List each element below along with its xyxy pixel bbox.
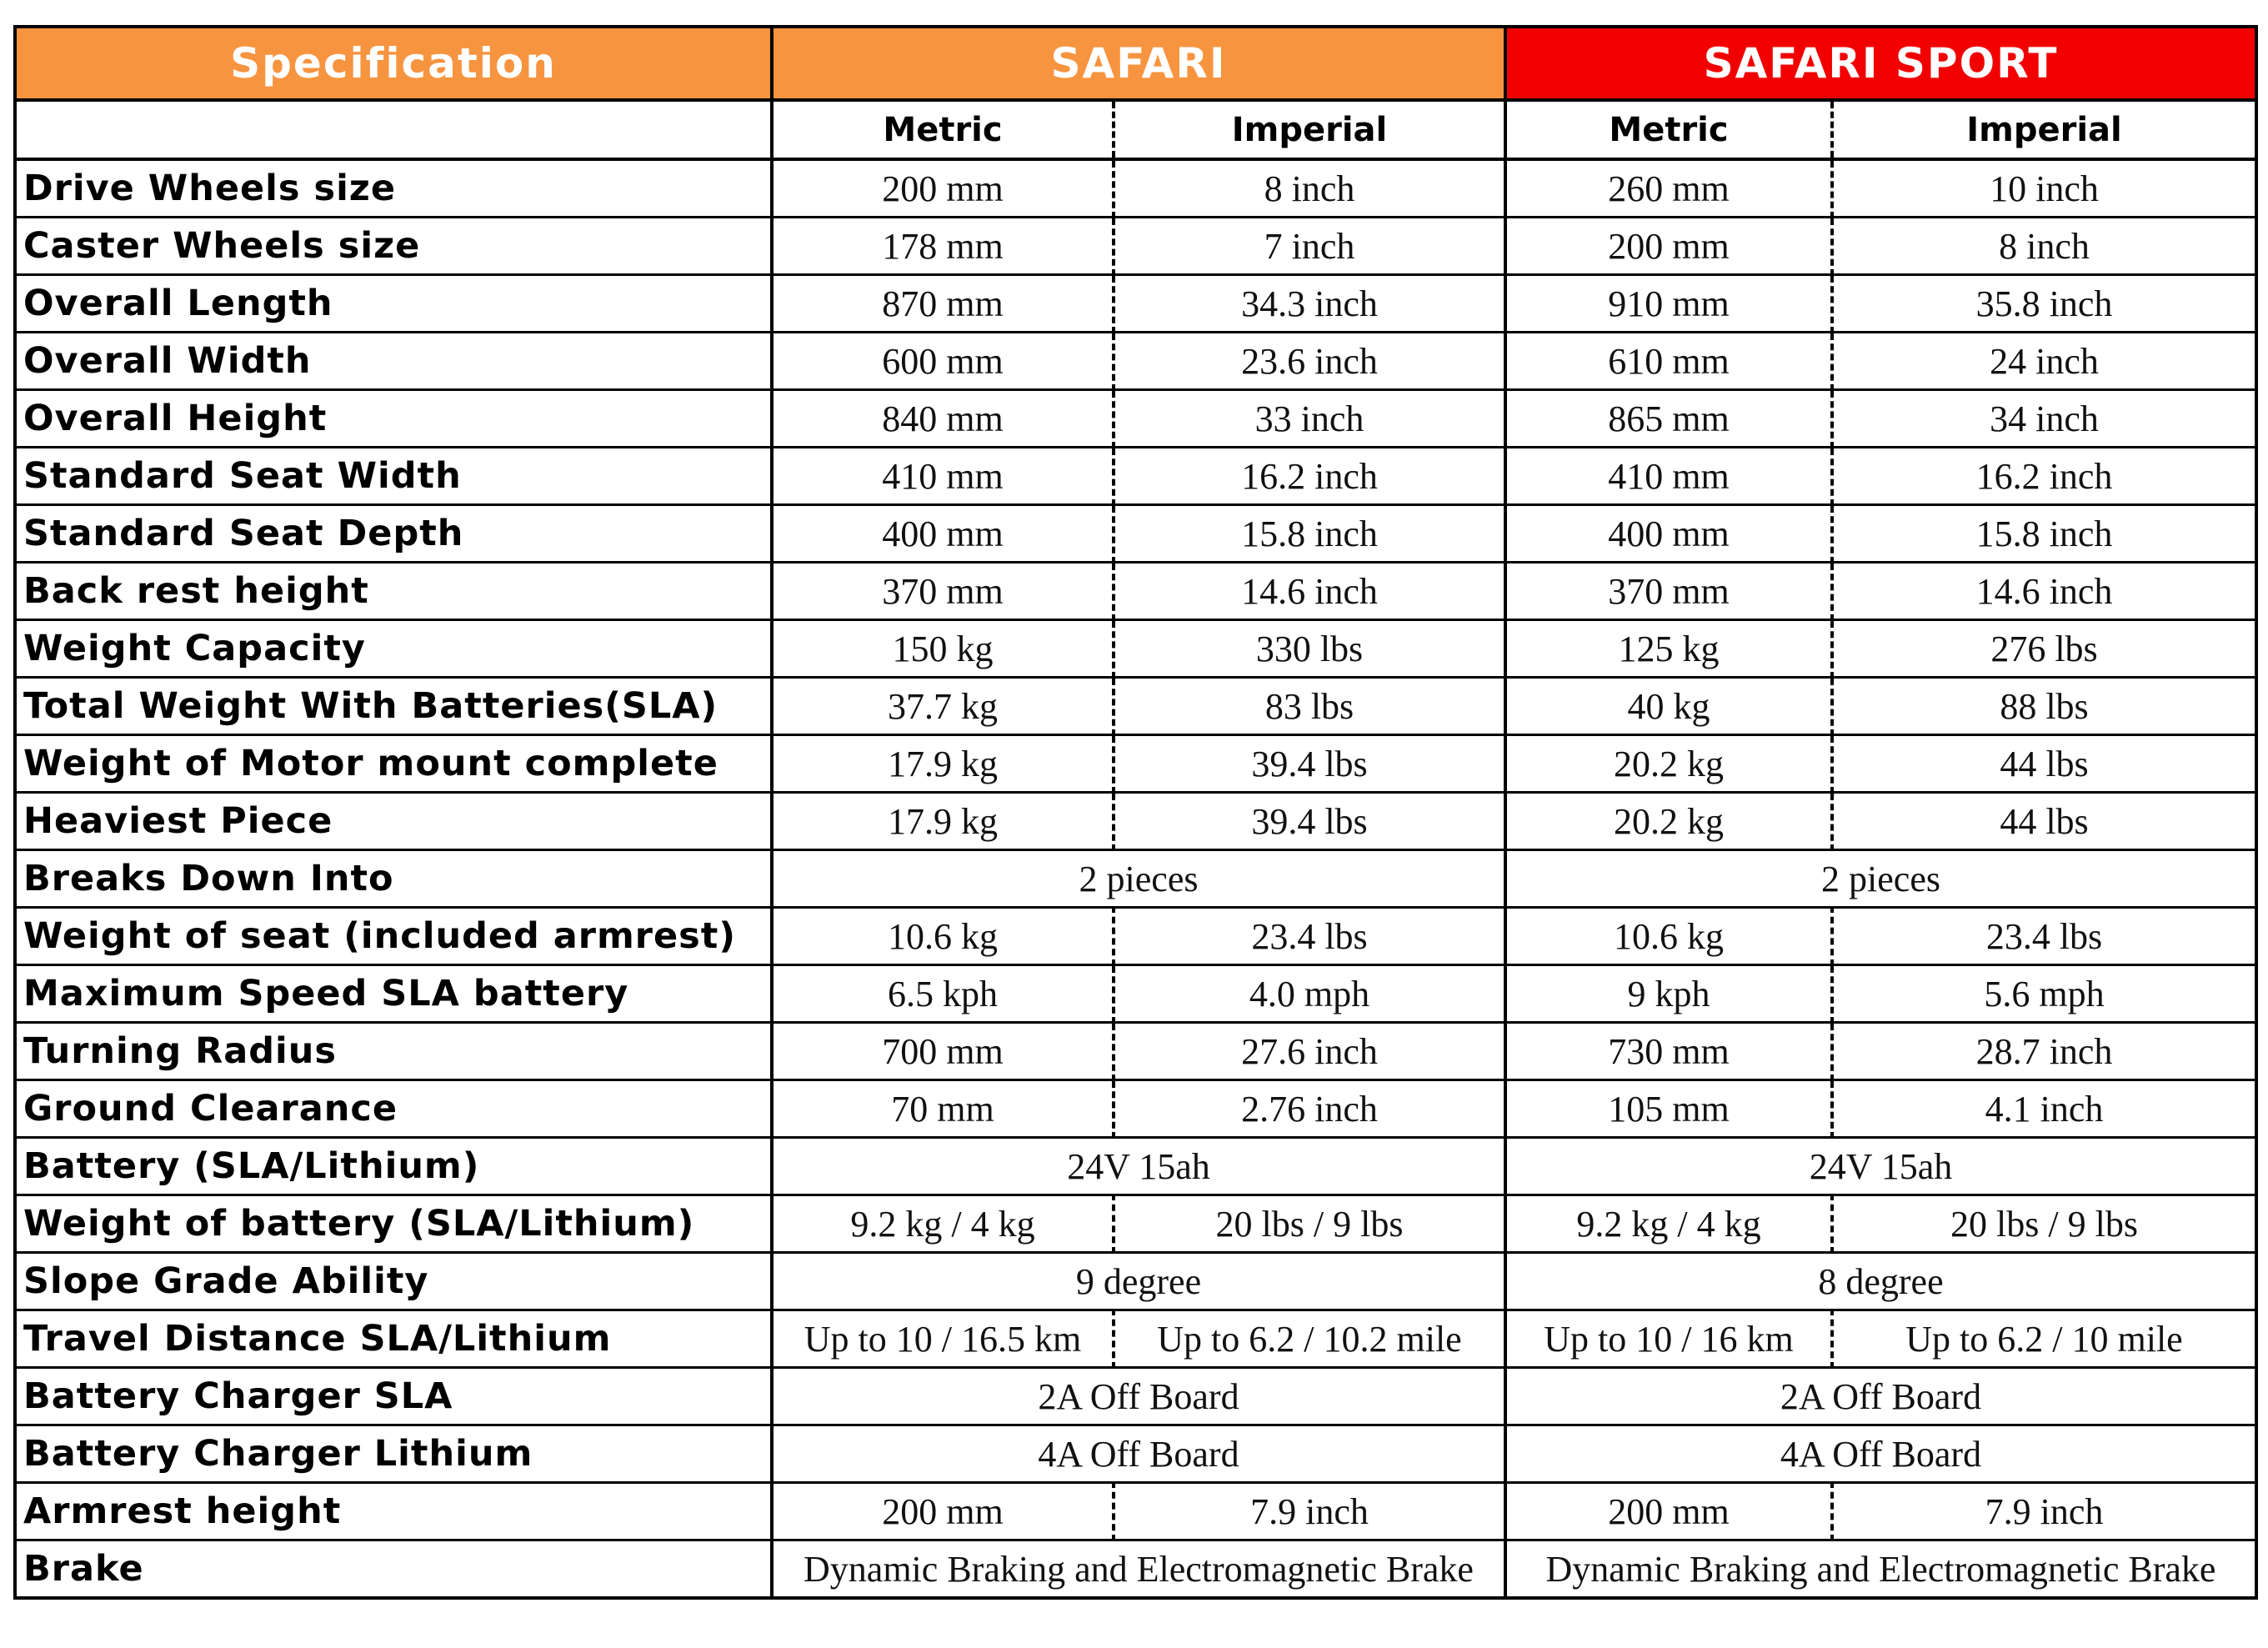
safari-sport-imperial-value: 16.2 inch — [1832, 448, 2256, 505]
spec-row — [15, 1368, 2256, 1425]
safari-sport-metric-value: 400 mm — [1505, 505, 1832, 563]
safari-metric-value: 370 mm — [772, 563, 1114, 620]
safari-sport-metric-value: 730 mm — [1505, 1023, 1832, 1080]
spec-label: Overall Width — [15, 333, 772, 390]
safari-imperial-value: 34.3 inch — [1114, 275, 1505, 333]
spec-label: Battery Charger Lithium — [15, 1425, 772, 1483]
safari-imperial-value: 20 lbs / 9 lbs — [1114, 1195, 1505, 1253]
spec-label: Drive Wheels size — [15, 159, 772, 218]
safari-sport-imperial-value: 15.8 inch — [1832, 505, 2256, 563]
spec-row — [15, 390, 2256, 448]
spec-row — [15, 908, 2256, 965]
safari-metric-value: 17.9 kg — [772, 735, 1114, 793]
safari-sport-metric-value: 20.2 kg — [1505, 735, 1832, 793]
safari-sport-value: 2A Off Board — [1505, 1368, 2256, 1425]
safari-sport-metric-value: 125 kg — [1505, 620, 1832, 678]
safari-metric-value: 400 mm — [772, 505, 1114, 563]
spec-row — [15, 448, 2256, 505]
safari-imperial-value: 330 lbs — [1114, 620, 1505, 678]
safari-metric-value: 840 mm — [772, 390, 1114, 448]
safari-sport-metric-value: 200 mm — [1505, 1483, 1832, 1540]
safari-sport-value: 8 degree — [1505, 1253, 2256, 1310]
subheader-sport-metric: Metric — [1505, 100, 1832, 159]
safari-imperial-value: 7.9 inch — [1114, 1483, 1505, 1540]
spec-row — [15, 850, 2256, 908]
spec-label: Caster Wheels size — [15, 218, 772, 275]
safari-metric-value: 9.2 kg / 4 kg — [772, 1195, 1114, 1253]
spec-row — [15, 563, 2256, 620]
safari-metric-value: 700 mm — [772, 1023, 1114, 1080]
safari-sport-imperial-value: 28.7 inch — [1832, 1023, 2256, 1080]
safari-metric-value: 178 mm — [772, 218, 1114, 275]
safari-sport-imperial-value: 23.4 lbs — [1832, 908, 2256, 965]
spec-row — [15, 793, 2256, 850]
safari-metric-value: 10.6 kg — [772, 908, 1114, 965]
safari-sport-imperial-value: 88 lbs — [1832, 678, 2256, 735]
spec-label: Battery Charger SLA — [15, 1368, 772, 1425]
safari-sport-imperial-value: 8 inch — [1832, 218, 2256, 275]
spec-label: Weight of Motor mount complete — [15, 735, 772, 793]
safari-imperial-value: 39.4 lbs — [1114, 793, 1505, 850]
safari-sport-metric-value: 20.2 kg — [1505, 793, 1832, 850]
safari-imperial-value: 8 inch — [1114, 159, 1505, 218]
safari-imperial-value: 4.0 mph — [1114, 965, 1505, 1023]
safari-sport-imperial-value: 34 inch — [1832, 390, 2256, 448]
safari-sport-value: 4A Off Board — [1505, 1425, 2256, 1483]
safari-sport-metric-value: 610 mm — [1505, 333, 1832, 390]
safari-sport-metric-value: 370 mm — [1505, 563, 1832, 620]
spec-label: Brake — [15, 1540, 772, 1599]
spec-label: Slope Grade Ability — [15, 1253, 772, 1310]
spec-row — [15, 1425, 2256, 1483]
safari-sport-metric-value: 9.2 kg / 4 kg — [1505, 1195, 1832, 1253]
spec-label: Standard Seat Depth — [15, 505, 772, 563]
safari-metric-value: 37.7 kg — [772, 678, 1114, 735]
spec-row — [15, 678, 2256, 735]
spec-label: Turning Radius — [15, 1023, 772, 1080]
safari-sport-imperial-value: 44 lbs — [1832, 793, 2256, 850]
safari-imperial-value: 2.76 inch — [1114, 1080, 1505, 1138]
safari-imperial-value: 23.4 lbs — [1114, 908, 1505, 965]
spec-row — [15, 1023, 2256, 1080]
safari-sport-imperial-value: 7.9 inch — [1832, 1483, 2256, 1540]
spec-row — [15, 275, 2256, 333]
safari-value: 2 pieces — [772, 850, 1505, 908]
spec-label: Armrest height — [15, 1483, 772, 1540]
spec-label: Maximum Speed SLA battery — [15, 965, 772, 1023]
header-safari-sport: SAFARI SPORT — [1505, 27, 2256, 100]
safari-value: 2A Off Board — [772, 1368, 1505, 1425]
safari-sport-metric-value: 9 kph — [1505, 965, 1832, 1023]
header-safari: SAFARI — [772, 27, 1505, 100]
safari-sport-imperial-value: 5.6 mph — [1832, 965, 2256, 1023]
safari-sport-metric-value: 105 mm — [1505, 1080, 1832, 1138]
safari-sport-metric-value: 410 mm — [1505, 448, 1832, 505]
safari-imperial-value: 33 inch — [1114, 390, 1505, 448]
safari-sport-imperial-value: Up to 6.2 / 10 mile — [1832, 1310, 2256, 1368]
spec-row — [15, 218, 2256, 275]
safari-sport-metric-value: Up to 10 / 16 km — [1505, 1310, 1832, 1368]
safari-sport-metric-value: 40 kg — [1505, 678, 1832, 735]
safari-imperial-value: 23.6 inch — [1114, 333, 1505, 390]
spec-row — [15, 1310, 2256, 1368]
spec-row — [15, 333, 2256, 390]
spec-label: Ground Clearance — [15, 1080, 772, 1138]
safari-sport-metric-value: 200 mm — [1505, 218, 1832, 275]
safari-metric-value: 410 mm — [772, 448, 1114, 505]
safari-sport-imperial-value: 20 lbs / 9 lbs — [1832, 1195, 2256, 1253]
subheader-blank — [15, 100, 772, 159]
safari-sport-metric-value: 260 mm — [1505, 159, 1832, 218]
safari-imperial-value: 83 lbs — [1114, 678, 1505, 735]
safari-metric-value: 6.5 kph — [772, 965, 1114, 1023]
safari-sport-value: 24V 15ah — [1505, 1138, 2256, 1195]
safari-sport-imperial-value: 10 inch — [1832, 159, 2256, 218]
safari-imperial-value: 15.8 inch — [1114, 505, 1505, 563]
spec-label: Total Weight With Batteries(SLA) — [15, 678, 772, 735]
safari-sport-metric-value: 10.6 kg — [1505, 908, 1832, 965]
spec-label: Battery (SLA/Lithium) — [15, 1138, 772, 1195]
safari-sport-value: 2 pieces — [1505, 850, 2256, 908]
safari-metric-value: 200 mm — [772, 159, 1114, 218]
safari-value: 4A Off Board — [772, 1425, 1505, 1483]
spec-row — [15, 620, 2256, 678]
safari-metric-value: 17.9 kg — [772, 793, 1114, 850]
spec-label: Heaviest Piece — [15, 793, 772, 850]
safari-imperial-value: 7 inch — [1114, 218, 1505, 275]
safari-imperial-value: Up to 6.2 / 10.2 mile — [1114, 1310, 1505, 1368]
spec-row — [15, 1540, 2256, 1599]
spec-label: Breaks Down Into — [15, 850, 772, 908]
header-row — [15, 27, 2256, 100]
safari-sport-metric-value: 910 mm — [1505, 275, 1832, 333]
spec-label: Standard Seat Width — [15, 448, 772, 505]
safari-imperial-value: 16.2 inch — [1114, 448, 1505, 505]
safari-sport-imperial-value: 4.1 inch — [1832, 1080, 2256, 1138]
safari-metric-value: 70 mm — [772, 1080, 1114, 1138]
header-specification: Specification — [15, 27, 772, 100]
safari-value: 9 degree — [772, 1253, 1505, 1310]
spec-row — [15, 1195, 2256, 1253]
unit-subheader-row — [15, 100, 2256, 159]
spec-row — [15, 1080, 2256, 1138]
specification-table — [13, 25, 2258, 1600]
safari-metric-value: 600 mm — [772, 333, 1114, 390]
spec-row — [15, 1138, 2256, 1195]
safari-imperial-value: 39.4 lbs — [1114, 735, 1505, 793]
safari-sport-imperial-value: 24 inch — [1832, 333, 2256, 390]
safari-imperial-value: 14.6 inch — [1114, 563, 1505, 620]
subheader-safari-imperial: Imperial — [1114, 100, 1505, 159]
spec-row — [15, 735, 2256, 793]
safari-sport-value: Dynamic Braking and Electromagnetic Brake — [1505, 1540, 2256, 1599]
spec-label: Travel Distance SLA/Lithium — [15, 1310, 772, 1368]
spec-label: Weight Capacity — [15, 620, 772, 678]
spec-row — [15, 505, 2256, 563]
spec-label: Overall Length — [15, 275, 772, 333]
safari-metric-value: 200 mm — [772, 1483, 1114, 1540]
safari-sport-imperial-value: 276 lbs — [1832, 620, 2256, 678]
safari-value: 24V 15ah — [772, 1138, 1505, 1195]
safari-sport-imperial-value: 44 lbs — [1832, 735, 2256, 793]
spec-row — [15, 159, 2256, 218]
safari-metric-value: Up to 10 / 16.5 km — [772, 1310, 1114, 1368]
safari-sport-metric-value: 865 mm — [1505, 390, 1832, 448]
safari-metric-value: 870 mm — [772, 275, 1114, 333]
spec-label: Back rest height — [15, 563, 772, 620]
spec-label: Weight of battery (SLA/Lithium) — [15, 1195, 772, 1253]
safari-value: Dynamic Braking and Electromagnetic Brake — [772, 1540, 1505, 1599]
spec-label: Weight of seat (included armrest) — [15, 908, 772, 965]
spec-row — [15, 965, 2256, 1023]
safari-imperial-value: 27.6 inch — [1114, 1023, 1505, 1080]
safari-sport-imperial-value: 14.6 inch — [1832, 563, 2256, 620]
safari-metric-value: 150 kg — [772, 620, 1114, 678]
spec-row — [15, 1253, 2256, 1310]
subheader-sport-imperial: Imperial — [1832, 100, 2256, 159]
spec-table-container — [13, 25, 2255, 1600]
safari-sport-imperial-value: 35.8 inch — [1832, 275, 2256, 333]
spec-row — [15, 1483, 2256, 1540]
subheader-safari-metric: Metric — [772, 100, 1114, 159]
spec-label: Overall Height — [15, 390, 772, 448]
